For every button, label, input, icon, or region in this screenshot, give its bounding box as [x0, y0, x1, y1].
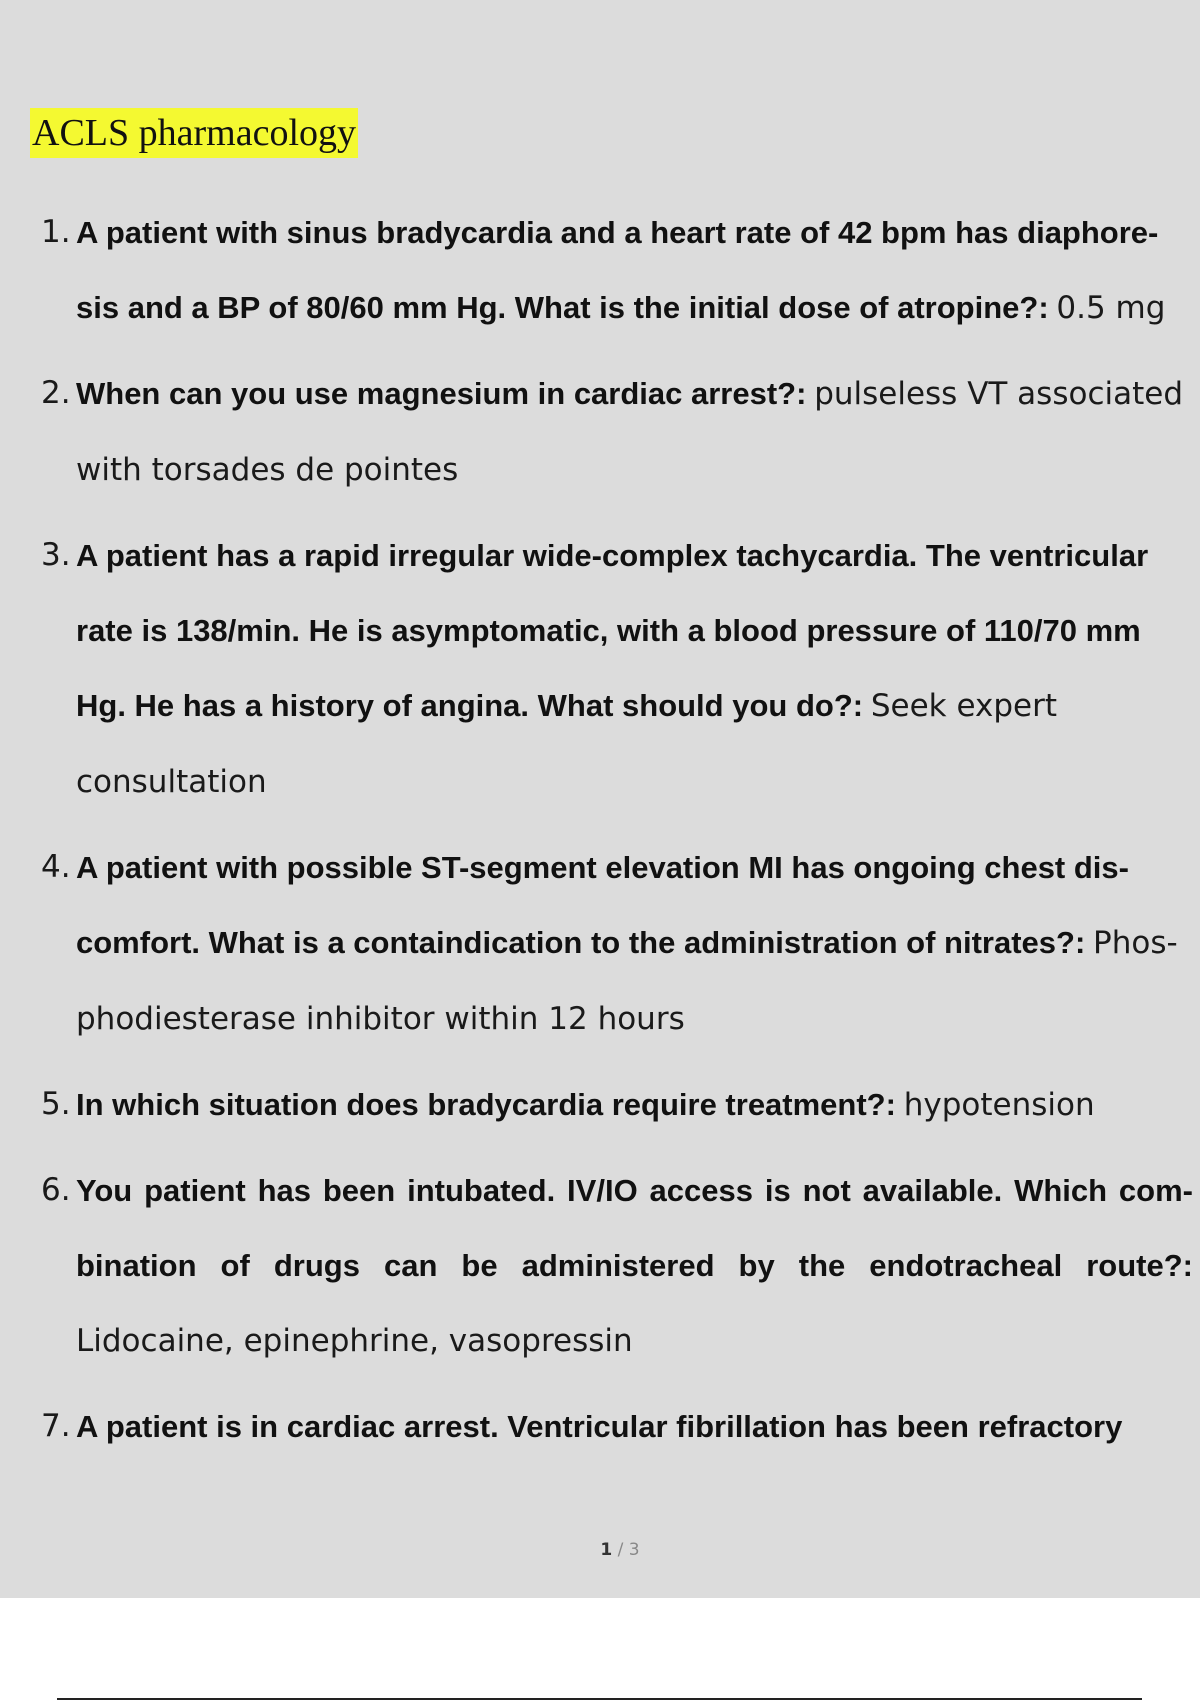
question-text: When can you use magnesium in cardiac arrest?: — [76, 376, 807, 411]
item-number: 6. — [41, 1172, 71, 1208]
item-number: 4. — [41, 849, 71, 885]
item-number: 2. — [41, 375, 71, 411]
answer-text: pulseless VT associated with torsades de pointes — [76, 376, 1184, 488]
list-item — [41, 195, 1193, 346]
list-item — [41, 518, 1193, 820]
answer-text: 0.5 mg — [1056, 290, 1166, 326]
question-text: In which situation does bradycardia require treatment?: — [76, 1087, 896, 1122]
answer-text: hypotension — [903, 1087, 1095, 1123]
answer-text: Phos- phodiesterase inhibitor within 12 hours — [76, 925, 1178, 1037]
item-number: 7. — [41, 1408, 71, 1444]
total-pages: / 3 — [612, 1540, 640, 1560]
item-number: 5. — [41, 1086, 71, 1122]
question-text: You patient has been intubated. IV/IO access is not available. Which com- bination of drugs can be administered by the endotracheal route?: — [76, 1173, 1193, 1283]
list-item — [41, 830, 1193, 1057]
list-item — [41, 1153, 1193, 1379]
answer-text: Seek expert consultation — [76, 688, 1057, 800]
question-list — [41, 195, 1193, 1475]
question-text: A patient is in cardiac arrest. Ventricular fibrillation has been refractory — [76, 1409, 1123, 1444]
question-text: A patient with sinus bradycardia and a heart rate of 42 bpm has diaphore- sis and a BP of 80/60 mm Hg. What is the initial dose of atropine?: — [76, 215, 1159, 325]
current-page-number: 1 — [600, 1540, 613, 1560]
document-title: ACLS pharmacology — [30, 108, 358, 158]
answer-text: Lidocaine, epinephrine, vasopressin — [76, 1323, 633, 1359]
question-text: A patient has a rapid irregular wide-complex tachycardia. The ventricular rate is 138/min. He is asymptomatic, with a blood pressure of 110/70 mm Hg. He has a history of angina. What should you do?: — [76, 538, 1149, 723]
list-item — [41, 1067, 1193, 1143]
question-text: A patient with possible ST-segment elevation MI has ongoing chest dis- comfort. What is a containdication to the administration of nitrates?: — [76, 850, 1129, 960]
item-number: 1. — [41, 214, 71, 250]
page-indicator — [0, 1540, 1200, 1560]
list-item — [41, 356, 1193, 508]
list-item — [41, 1389, 1193, 1465]
item-number: 3. — [41, 537, 71, 573]
